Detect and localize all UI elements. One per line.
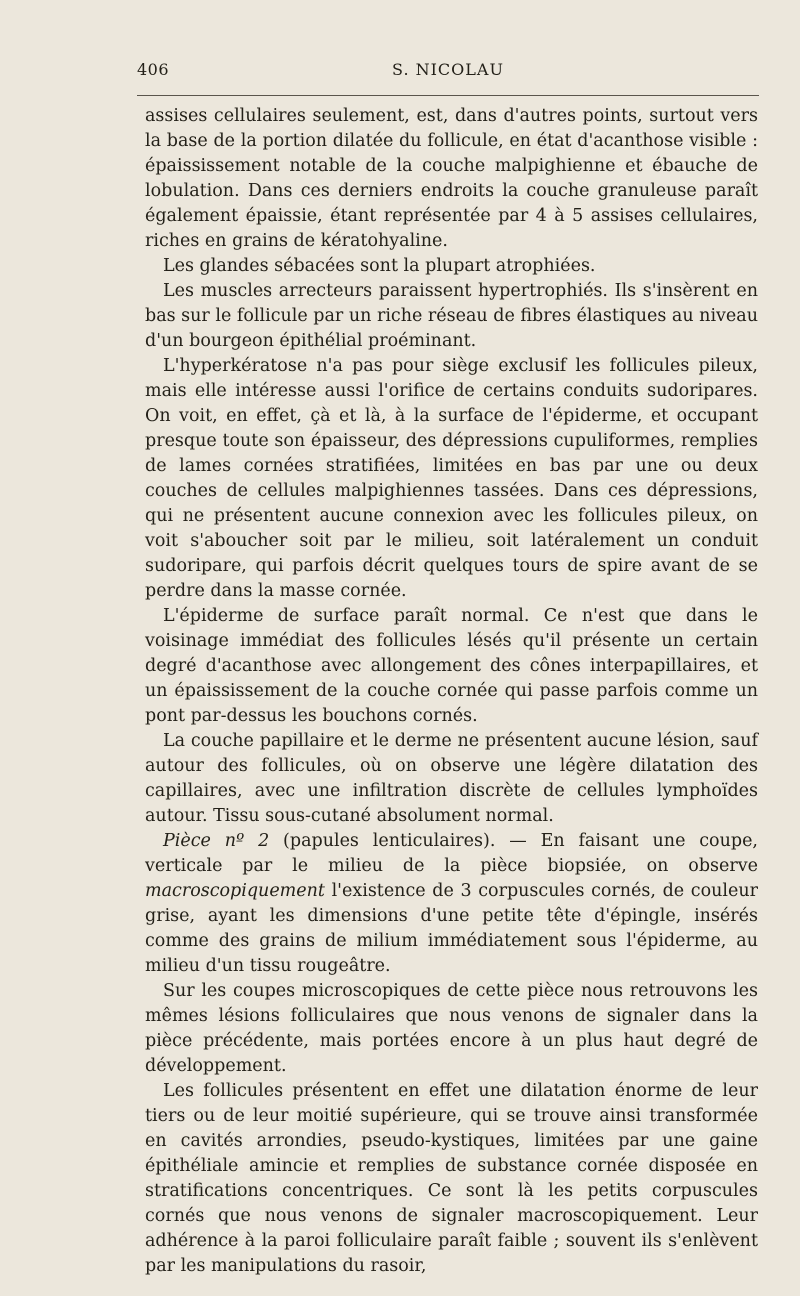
page-number: 406: [137, 60, 170, 79]
paragraph: assises cellulaires seulement, est, dans d'autres points, surtout vers la base de la portion dilatée du follicule, en état d'acanthose visible : épaississement notable de la couche malpighienne et ébauche de lobulation. Dans ces derniers endroits la couche granuleuse paraît également épaissie, étant représentée par 4 à 5 assises cellulaires, riches en grains de kératohyaline.: [145, 106, 758, 251]
paragraph-piece-2: [145, 829, 758, 979]
header-rule: [137, 95, 759, 96]
piece-text-b: l'existence de 3 corpuscules cornés, de couleur grise, ayant les dimensions d'une petite tête d'épingle, insérés comme des grains de milium immédiatement sous l'épiderme, au milieu d'un tissu rougeâtre.: [145, 881, 758, 976]
paragraph: Les follicules présentent en effet une dilatation énorme de leur tiers ou de leur moitié supérieure, qui se trouve ainsi transformée en cavités arrondies, pseudo-kystiques, limitées par une gaine épithéliale amincie et remplies de substance cornée disposée en stratifications concentriques. Ce sont là les petits corpuscules cornés que nous venons de signaler macroscopiquement. Leur adhérence à la paroi folliculaire paraît faible ; souvent ils s'enlèvent par les manipulations du rasoir,: [145, 1081, 758, 1276]
paragraph: Les muscles arrecteurs paraissent hypertrophiés. Ils s'insèrent en bas sur le follicule par un riche réseau de fibres élastiques au niveau d'un bourgeon épithélial proéminant.: [145, 281, 758, 351]
piece-label: Pièce nº 2: [163, 831, 270, 851]
piece-text-a: (papules lenticulaires). — En faisant une coupe, verticale par le milieu de la pièce biopsiée, on observe: [145, 831, 758, 876]
paragraph: Les glandes sébacées sont la plupart atrophiées.: [163, 256, 596, 276]
paragraph: La couche papillaire et le derme ne présentent aucune lésion, sauf autour des follicules, où on observe une légère dilatation des capillaires, avec une infiltration discrète de cellules lymphoïdes autour. Tissu sous-cutané absolument normal.: [145, 731, 758, 826]
paragraph: L'épiderme de surface paraît normal. Ce n'est que dans le voisinage immédiat des follicules lésés qu'il présente un certain degré d'acanthose avec allongement des cônes interpapillaires, et un épaississement de la couche cornée qui passe parfois comme un pont par-dessus les bouchons cornés.: [145, 606, 758, 726]
piece-emphasis: macroscopiquement: [145, 881, 325, 901]
paragraph: L'hyperkératose n'a pas pour siège exclusif les follicules pileux, mais elle intéresse aussi l'orifice de certains conduits sudoripares. On voit, en effet, çà et là, à la surface de l'épiderme, et occupant presque toute son épaisseur, des dépressions cupuliformes, remplies de lames cornées stratifiées, limitées en bas par une ou deux couches de cellules malpighiennes tassées. Dans ces dépressions, qui ne présentent aucune connexion avec les follicules pileux, on voit s'aboucher soit par le milieu, soit latéralement un conduit sudoripare, qui parfois décrit quelques tours de spire avant de se perdre dans la masse cornée.: [145, 356, 758, 601]
paragraph: Sur les coupes microscopiques de cette pièce nous retrouvons les mêmes lésions folliculaires que nous venons de signaler dans la pièce précédente, mais portées encore à un plus haut degré de développement.: [145, 981, 758, 1076]
body-text: [145, 104, 758, 1279]
running-head: S. NICOLAU: [392, 60, 504, 79]
